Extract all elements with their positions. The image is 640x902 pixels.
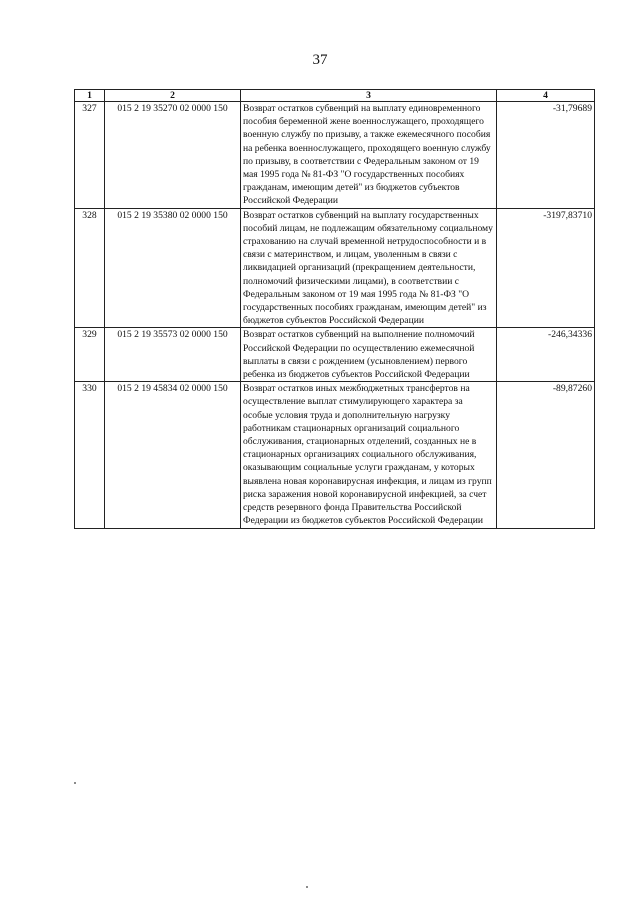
budget-code: 015 2 19 35573 02 0000 150: [105, 328, 241, 382]
row-amount: -31,79689: [497, 102, 595, 209]
row-number: 330: [75, 382, 105, 528]
table-header-row: [75, 90, 595, 102]
column-header: 3: [241, 90, 497, 102]
row-amount: -3197,83710: [497, 208, 595, 328]
budget-code: 015 2 19 35270 02 0000 150: [105, 102, 241, 209]
budget-code: 015 2 19 45834 02 0000 150: [105, 382, 241, 528]
column-header: 4: [497, 90, 595, 102]
table-row: [75, 208, 595, 328]
budget-code: 015 2 19 35380 02 0000 150: [105, 208, 241, 328]
row-number: 329: [75, 328, 105, 382]
table-row: [75, 382, 595, 528]
scan-speck: [74, 782, 76, 784]
row-amount: -89,87260: [497, 382, 595, 528]
table-row: [75, 328, 595, 382]
row-number: 328: [75, 208, 105, 328]
column-header: 1: [75, 90, 105, 102]
row-description: Возврат остатков субвенций на выплату государственных пособий лицам, не подлежащим обязательному социальному страхованию на случай временной нетрудоспособности и в связи с материнством, и лицам, уволенным в связи с ликвидацией организаций (прекращением деятельности, полномочий физическими лицами), в соответствии с Федеральным законом от 19 мая 1995 года № 81-ФЗ "О государственных пособиях гражданам, имеющим детей" из бюджетов субъектов Российской Федерации: [241, 208, 497, 328]
column-header: 2: [105, 90, 241, 102]
row-description: Возврат остатков субвенций на выплату единовременного пособия беременной жене военнослужащего, проходящего военную службу по призыву, а также ежемесячного пособия на ребенка военнослужащего, проходящего военную службу по призыву, в соответствии с Федеральным законом от 19 мая 1995 года № 81-ФЗ "О государственных пособиях гражданам, имеющим детей" из бюджетов субъектов Российской Федерации: [241, 102, 497, 209]
budget-table: [74, 89, 595, 529]
page-number: 37: [312, 52, 328, 68]
scan-speck: [306, 886, 308, 888]
row-description: Возврат остатков иных межбюджетных трансфертов на осуществление выплат стимулирующего характера за особые условия труда и дополнительную нагрузку работникам стационарных организаций социального обслуживания, стационарных отделений, созданных не в стационарных организациях социального обслуживания, оказывающим социальные услуги гражданам, у которых выявлена новая коронавирусная инфекция, и лицам из групп риска заражения новой коронавирусной инфекцией, за счет средств резервного фонда Правительства Российской Федерации из бюджетов субъектов Российской Федерации: [241, 382, 497, 528]
row-number: 327: [75, 102, 105, 209]
table-row: [75, 102, 595, 209]
row-description: Возврат остатков субвенций на выполнение полномочий Российской Федерации по осуществлению ежемесячной выплаты в связи с рождением (усыновлением) первого ребенка из бюджетов субъектов Российской Федерации: [241, 328, 497, 382]
row-amount: -246,34336: [497, 328, 595, 382]
